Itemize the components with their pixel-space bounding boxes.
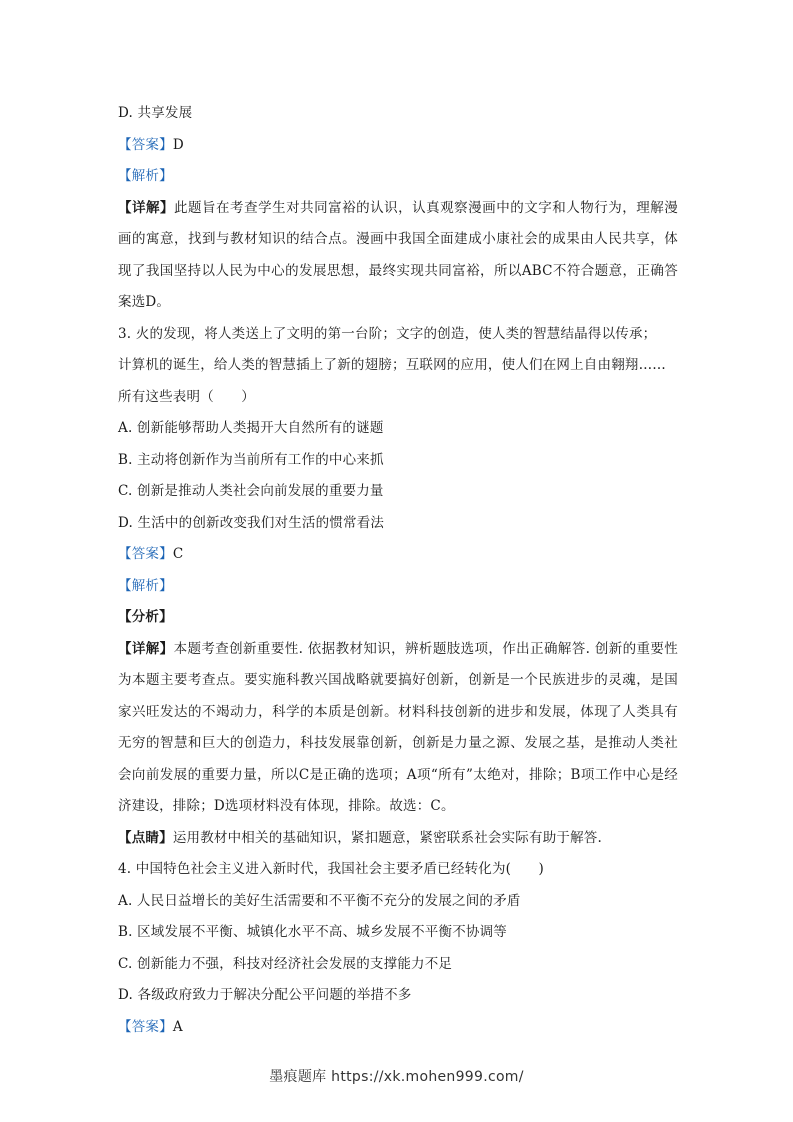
- analysis-tag: 【解析】: [118, 168, 173, 184]
- q4-option-b: B. 区域发展不平衡、城镇化水平不高、城乡发展不平衡不协调等: [118, 924, 508, 940]
- q4-option-c: C. 创新能力不强，科技对经济社会发展的支撑能力不足: [118, 955, 453, 972]
- q3-fenxi-heading: [118, 602, 678, 634]
- q3-stem-line-3: 所有这些表明（ ）: [118, 388, 255, 405]
- q3-stem-line-1: 3. 火的发现，将人类送上了文明的第一台阶；文字的创造，使人类的智慧结晶得以传承；: [118, 325, 657, 342]
- answer-value: D: [172, 136, 184, 153]
- q3-answer: [118, 539, 678, 571]
- detail-text: 此题旨在考查学生对共同富裕的认识，认真观察漫画中的文字和人物行为，理解漫画的寓意，找到与教材知识的结合点。漫画中我国全面建成小康社会的成果由人民共享，体现了我国坚持以人民为中心的发展思想，最终实现共同富裕，所以ABC不符合题意，正确答案选D。: [118, 199, 678, 310]
- q4-option-d: D. 各级政府致力于解决分配公平问题的举措不多: [118, 987, 412, 1003]
- detail-tag: 【详解】: [118, 199, 175, 216]
- dianjing-tag: 【点睛】: [118, 829, 173, 846]
- q2-detail: [118, 193, 678, 319]
- q3-option-b: B. 主动将创新作为当前所有工作的中心来抓: [118, 451, 384, 468]
- footer-watermark: 墨痕题库 https://xk.mohen999.com/: [269, 1069, 524, 1085]
- q2-analysis-heading: [118, 161, 678, 193]
- document-body: [118, 98, 678, 1043]
- answer-value: A: [172, 1018, 183, 1035]
- q3-dianjing: [118, 823, 678, 855]
- answer-tag: 【答案】: [118, 1018, 173, 1035]
- detail-tag: 【详解】: [118, 640, 174, 657]
- q4-answer: [118, 1012, 678, 1044]
- q3-detail: [118, 634, 678, 823]
- q3-option-a: A. 创新能够帮助人类揭开大自然所有的谜题: [118, 420, 384, 436]
- q3-stem-line-2: 计算机的诞生，给人类的智慧插上了新的翅膀；互联网的应用，使人们在网上自由翱翔……: [118, 357, 666, 373]
- q3-option-c: C. 创新是推动人类社会向前发展的重要力量: [118, 483, 384, 499]
- q2-answer: [118, 130, 678, 162]
- answer-tag: 【答案】: [118, 136, 173, 153]
- q3-option-d: D. 生活中的创新改变我们对生活的惯常看法: [118, 514, 385, 531]
- q4-stem: 4. 中国特色社会主义进入新时代，我国社会主要矛盾已经转化为( ): [118, 861, 545, 877]
- analysis-tag: 【解析】: [118, 577, 173, 594]
- dianjing-text: 运用教材中相关的基础知识，紧扣题意，紧密联系社会实际有助于解答.: [172, 829, 603, 846]
- q2-option-d: D. 共享发展: [118, 105, 193, 121]
- answer-tag: 【答案】: [118, 546, 173, 562]
- fenxi-tag: 【分析】: [118, 609, 173, 625]
- detail-text: 本题考查创新重要性. 依据教材知识，辨析题肢选项，作出正确解答. 创新的重要性为本题主要考查点。要实施科教兴国战略就要搞好创新，创新是一个民族进步的灵魂，是国家兴旺发达的不竭动力，科学的本质是创新。材料科技创新的进步和发展，体现了人类具有无穷的智慧和巨大的创造力，科技发展靠创新，创新是力量之源、发展之基，是推动人类社会向前发展的重要力量，所以C是正确的选项；A项“所有”太绝对，排除；B项工作中心是经济建设，排除；D选项材料没有体现，排除。故选：C。: [118, 640, 678, 814]
- q3-analysis-heading: [118, 571, 678, 603]
- answer-value: C: [172, 546, 184, 562]
- q4-option-a: A. 人民日益增长的美好生活需要和不平衡不充分的发展之间的矛盾: [118, 892, 521, 909]
